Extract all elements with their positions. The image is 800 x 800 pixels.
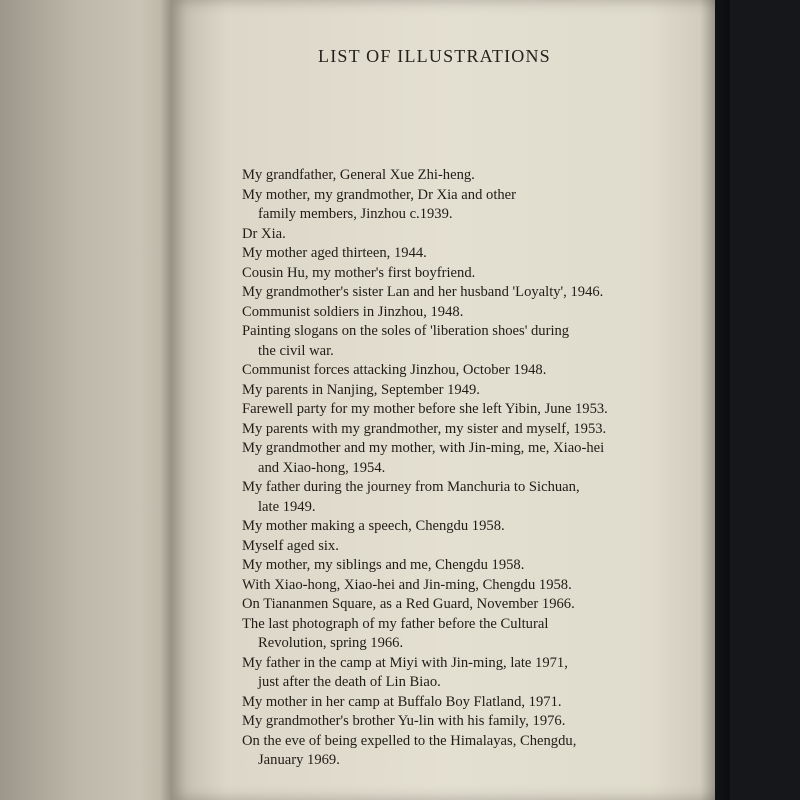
illustration-entry-line: Myself aged six. <box>242 537 339 554</box>
illustration-entry-line: Dr Xia. <box>242 225 286 242</box>
illustration-entry-line: My mother aged thirteen, 1944. <box>242 245 427 261</box>
illustration-entry-line: My mother in her camp at Buffalo Boy Flatland, 1971. <box>242 693 562 710</box>
illustration-entry <box>242 381 697 401</box>
illustration-entry <box>242 264 697 284</box>
illustration-entry-line: My parents in Nanjing, September 1949. <box>242 381 480 398</box>
illustration-entry <box>242 303 697 323</box>
illustration-entry-line: My grandmother's brother Yu-lin with his family, 1976. <box>242 713 566 729</box>
illustration-entry <box>242 478 697 517</box>
page-edge-shadow <box>700 0 730 800</box>
illustration-entry <box>242 420 697 440</box>
illustration-entry-line: Revolution, spring 1966. <box>258 635 404 651</box>
illustration-entry <box>242 166 697 186</box>
illustration-entry <box>242 225 697 245</box>
illustration-entry-line: My grandmother's sister Lan and her husband 'Loyalty', 1946. <box>242 284 604 300</box>
illustration-entry <box>242 400 697 420</box>
illustration-entry-line: My mother, my grandmother, Dr Xia and other <box>242 186 517 203</box>
illustration-entry-line: With Xiao-hong, Xiao-hei and Jin-ming, Chengdu 1958. <box>242 576 572 593</box>
illustration-entry-line: family members, Jinzhou c.1939. <box>258 206 453 222</box>
illustration-entry-line: Cousin Hu, my mother's first boyfriend. <box>242 264 476 281</box>
illustration-entry <box>242 595 697 615</box>
illustration-entry-line: Farewell party for my mother before she left Yibin, June 1953. <box>242 401 608 417</box>
illustration-entry-line: On the eve of being expelled to the Himalayas, Chengdu, <box>242 732 577 749</box>
illustration-entry-line: My parents with my grandmother, my sister and myself, 1953. <box>242 420 607 437</box>
illustration-entry <box>242 186 697 225</box>
illustration-entry-line: January 1969. <box>258 752 340 768</box>
illustration-entry-line: the civil war. <box>258 342 334 359</box>
illustration-entry-line: Painting slogans on the soles of 'liberation shoes' during <box>242 323 570 339</box>
illustration-entry <box>242 654 697 693</box>
illustration-entry-line: just after the death of Lin Biao. <box>258 674 441 690</box>
illustration-entry <box>242 283 697 303</box>
illustration-entry-line: My grandmother and my mother, with Jin-ming, me, Xiao-hei <box>242 440 605 456</box>
illustration-entry-line: My father in the camp at Miyi with Jin-ming, late 1971, <box>242 654 568 671</box>
illustration-entry <box>242 615 697 654</box>
illustration-entry-line: My grandfather, General Xue Zhi-heng. <box>242 167 475 183</box>
illustration-entry <box>242 712 697 732</box>
illustration-entry <box>242 361 697 381</box>
illustration-entry <box>242 244 697 264</box>
left-page <box>0 0 175 800</box>
illustration-entry-line: late 1949. <box>258 498 316 515</box>
illustration-list <box>242 166 697 771</box>
illustration-entry <box>242 732 697 771</box>
illustration-entry-line: On Tiananmen Square, as a Red Guard, November 1966. <box>242 596 575 612</box>
illustration-entry-line: My father during the journey from Manchuria to Sichuan, <box>242 479 580 495</box>
illustration-entry-line: and Xiao-hong, 1954. <box>258 459 386 476</box>
illustration-entry <box>242 693 697 713</box>
illustration-entry <box>242 537 697 557</box>
illustration-entry-line: Communist soldiers in Jinzhou, 1948. <box>242 303 464 320</box>
page-title: LIST OF ILLUSTRATIONS <box>318 46 551 66</box>
illustration-entry <box>242 556 697 576</box>
illustration-entry <box>242 517 697 537</box>
illustration-entry-line: The last photograph of my father before the Cultural <box>242 615 549 632</box>
illustration-entry-line: My mother making a speech, Chengdu 1958. <box>242 518 505 534</box>
illustration-entry <box>242 322 697 361</box>
illustration-entry-line: My mother, my siblings and me, Chengdu 1958. <box>242 557 525 573</box>
illustration-entry <box>242 576 697 596</box>
illustration-entry <box>242 439 697 478</box>
illustration-entry-line: Communist forces attacking Jinzhou, October 1948. <box>242 362 547 378</box>
